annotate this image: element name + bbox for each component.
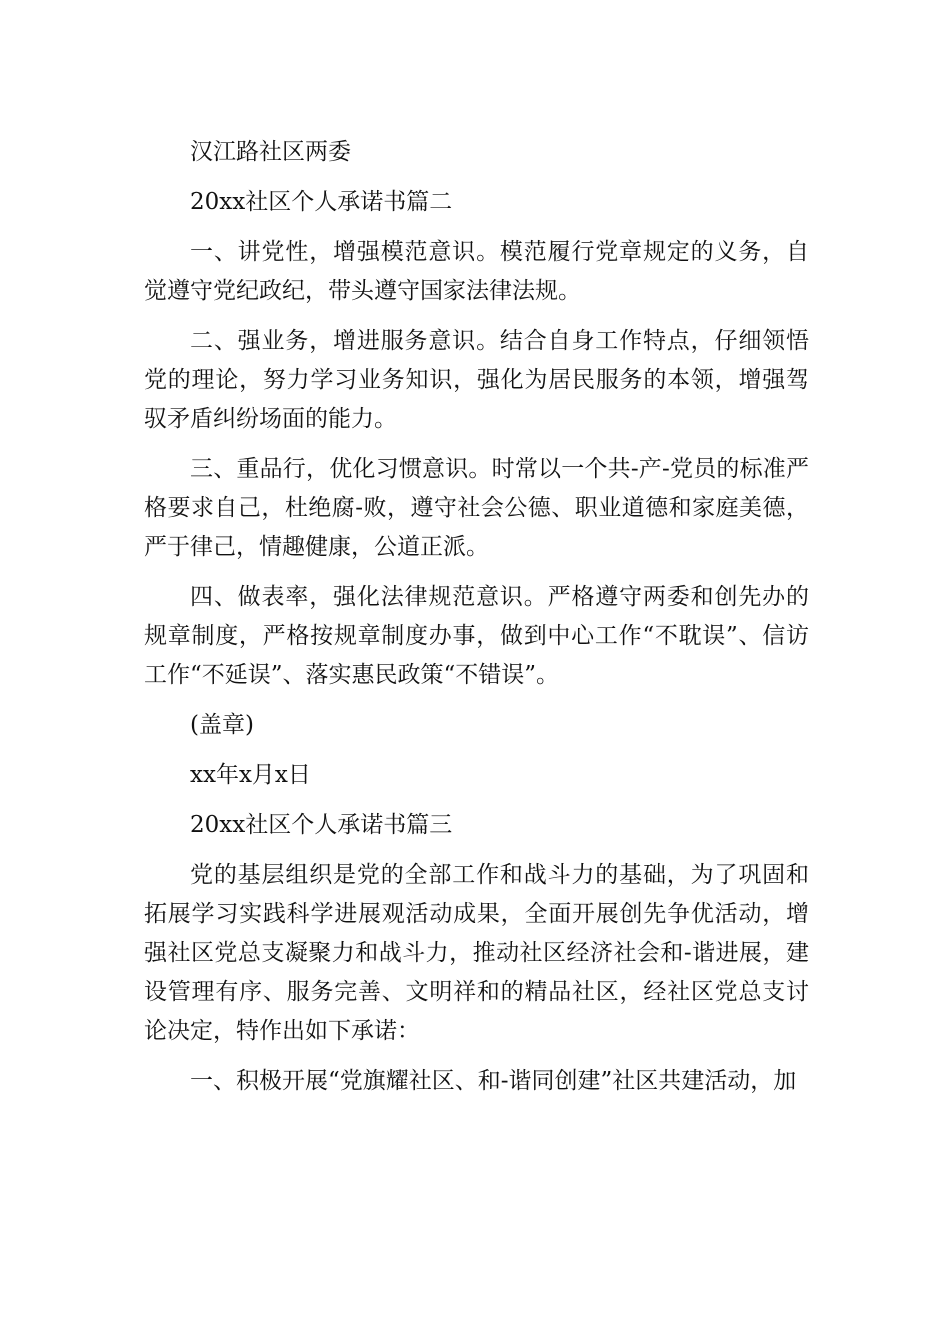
section-title-2: 20xx社区个人承诺书篇二 xyxy=(190,189,453,215)
signature-org: 汉江路社区两委 xyxy=(190,139,351,165)
document-page xyxy=(144,133,809,1112)
commitment-item-2: 二、强业务，增进服务意识。结合自身工作特点，仔细领悟党的理论，努力学习业务知识，强化为居民服务的本领，增强驾驭矛盾纠纷场面的能力。 xyxy=(144,328,809,432)
commitment-item-1: 一、讲党性，增强模范意识。模范履行党章规定的义务，自觉遵守党纪政纪，带头遵守国家法律法规。 xyxy=(144,239,809,304)
section-title-3: 20xx社区个人承诺书篇三 xyxy=(190,812,453,838)
date-line: xx年x月x日 xyxy=(190,762,311,788)
intro-paragraph: 党的基层组织是党的全部工作和战斗力的基础，为了巩固和拓展学习实践科学进展观活动成果，全面开展创先争优活动，增强社区党总支凝聚力和战斗力，推动社区经济社会和-谐进展，建设管理有序、服务完善、文明祥和的精品社区，经社区党总支讨论决定，特作出如下承诺： xyxy=(144,862,809,1044)
commitment-item-4: 四、做表率，强化法律规范意识。严格遵守两委和创先办的规章制度，严格按规章制度办事，做到中心工作“不耽误”、信访工作“不延误”、落实惠民政策“不错误”。 xyxy=(144,584,809,688)
commitment-item-5: 一、积极开展“党旗耀社区、和-谐同创建”社区共建活动，加 xyxy=(190,1068,797,1094)
seal-note: (盖章) xyxy=(190,712,254,738)
commitment-item-3: 三、重品行，优化习惯意识。时常以一个共-产-党员的标准严格要求自己，杜绝腐-败，遵守社会公德、职业道德和家庭美德，严于律己，情趣健康，公道正派。 xyxy=(144,456,809,560)
